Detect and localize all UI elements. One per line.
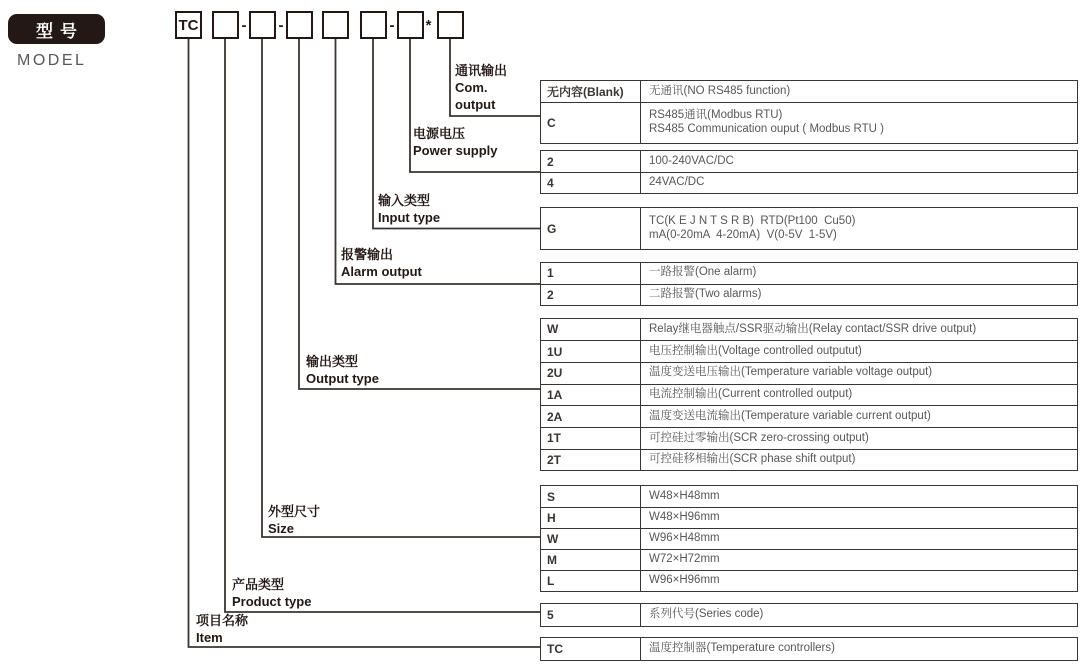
separator-hyphen: - [389,16,395,34]
cell-desc [641,319,1077,341]
table-row [541,102,1077,143]
section-label-com-output [455,62,507,113]
desc-line: 可控硅移相输出(SCR phase shift output) [649,453,856,466]
cell-code: 2U [541,363,641,384]
desc-line: 二路报警(Two alarms) [649,287,762,300]
cell-code: 1T [541,428,641,449]
cell-desc [641,151,1077,172]
cell-code: 无内容(Blank) [541,81,641,103]
cell-code: 1A [541,385,641,406]
cell-desc [641,638,1077,660]
label-en: Item [196,630,223,645]
cell-desc [641,363,1077,384]
separator-hyphen: - [278,16,284,34]
table-row [541,81,1077,103]
table-alarm-output [540,262,1078,306]
cell-code: 2 [541,285,641,305]
table-row [541,638,1077,660]
table-row [541,570,1077,591]
desc-line: 温度控制器(Temperature controllers) [649,641,835,654]
table-row [541,528,1077,549]
label-zh: 电源电压 [413,126,466,141]
desc-line: RS485 Communication ouput ( Modbus RTU ) [649,122,885,135]
cell-code: W [541,319,641,341]
table-row [541,507,1077,528]
table-input-type [540,207,1078,250]
table-item [540,637,1078,661]
desc-line: 系列代号(Series code) [649,607,764,620]
desc-line: 温度变送电压输出(Temperature variable voltage output) [649,366,933,379]
label-en: Output type [306,371,379,386]
table-row [541,405,1077,427]
cell-desc [641,173,1077,193]
cell-code: H [541,508,641,528]
label-zh: 报警输出 [341,247,394,262]
cell-desc [641,428,1077,449]
label-en: Power supply [413,143,498,158]
cell-desc [641,604,1077,626]
cell-desc [641,529,1077,549]
table-row [541,263,1077,284]
model-code-prefix-box: TC [175,11,202,39]
label-zh: 输入类型 [378,193,431,208]
cell-desc [641,571,1077,591]
table-row [541,284,1077,305]
label-en: Input type [378,210,441,225]
desc-line: W96×H48mm [649,532,720,545]
label-en: Alarm output [341,264,422,279]
cell-desc [641,263,1077,284]
cell-code: TC [541,638,641,660]
cell-code: L [541,571,641,591]
table-row [541,486,1077,507]
cell-code: M [541,550,641,570]
table-size [540,485,1078,592]
table-row [541,319,1077,341]
section-label-alarm-output [341,246,422,280]
desc-line: TC(K E J N T S R B) RTD(Pt100 Cu50) [649,215,856,227]
label-en: Size [268,521,295,536]
desc-line: 一路报警(One alarm) [649,266,757,279]
section-label-power-supply [413,125,498,159]
label-en: Com. [455,80,488,95]
table-output-type [540,318,1078,472]
label-zh: 输出类型 [306,354,359,369]
cell-desc [641,208,1077,249]
desc-line: 可控硅过零输出(SCR zero-crossing output) [649,431,869,444]
badge-title: 型号 [36,21,84,41]
cell-code: 2 [541,151,641,172]
cell-desc [641,550,1077,570]
section-label-output-type [306,353,379,387]
desc-line: 24VAC/DC [649,176,705,189]
cell-desc [641,406,1077,427]
table-row [541,427,1077,449]
connector-size [262,39,540,537]
desc-line: 电流控制输出(Current controlled output) [649,388,853,401]
table-product-type [540,603,1078,627]
table-row [541,449,1077,471]
desc-line: RS485通讯(Modbus RTU) [649,109,783,122]
label-zh: 外型尺寸 [268,504,321,519]
label-en-line2: output [455,97,496,112]
cell-desc [641,486,1077,507]
cell-code: 5 [541,604,641,626]
label-zh: 通讯输出 [455,63,508,78]
table-row [541,151,1077,172]
cell-code: S [541,486,641,507]
desc-line: mA(0-20mA 4-20mA) V(0-5V 1-5V) [649,228,837,241]
cell-code: 2T [541,450,641,471]
cell-desc [641,508,1077,528]
desc-line: 100-240VAC/DC [649,154,734,167]
desc-line: 无通讯(NO RS485 function) [649,84,791,97]
table-power-supply [540,150,1078,194]
desc-line: 电压控制输出(Voltage controlled outputut) [649,344,862,357]
table-row [541,340,1077,362]
table-row [541,208,1077,249]
label-en: Product type [232,594,312,609]
desc-line: W48×H96mm [649,511,720,524]
desc-line: W48×H48mm [649,489,720,502]
section-label-product-type [232,576,311,610]
table-row [541,362,1077,384]
section-label-input-type [378,192,440,226]
cell-code: G [541,208,641,249]
cell-desc [641,341,1077,362]
cell-desc [641,450,1077,471]
cell-desc [641,103,1077,143]
table-row [541,172,1077,193]
cell-desc [641,81,1077,103]
cell-code: C [541,103,641,143]
cell-code: 1 [541,263,641,284]
desc-line: Relay继电器触点/SSR驱动输出(Relay contact/SSR drive output) [649,322,977,335]
table-row [541,384,1077,406]
separator-asterisk: * [425,16,432,34]
table-row [541,604,1077,626]
cell-code: 2A [541,406,641,427]
label-zh: 项目名称 [196,613,249,628]
cell-code: W [541,529,641,549]
cell-code: 4 [541,173,641,193]
cell-code: 1U [541,341,641,362]
separator-hyphen: - [241,16,247,34]
table-com-output [540,80,1078,144]
cell-desc [641,385,1077,406]
section-label-size [268,503,320,537]
cell-desc [641,285,1077,305]
desc-line: 温度变送电流输出(Temperature variable current output) [649,409,931,422]
badge-subtitle: MODEL [17,52,87,69]
desc-line: W72×H72mm [649,553,720,566]
section-label-item [196,612,248,646]
table-row [541,549,1077,570]
desc-line: W96×H96mm [649,574,720,587]
label-zh: 产品类型 [232,577,285,592]
